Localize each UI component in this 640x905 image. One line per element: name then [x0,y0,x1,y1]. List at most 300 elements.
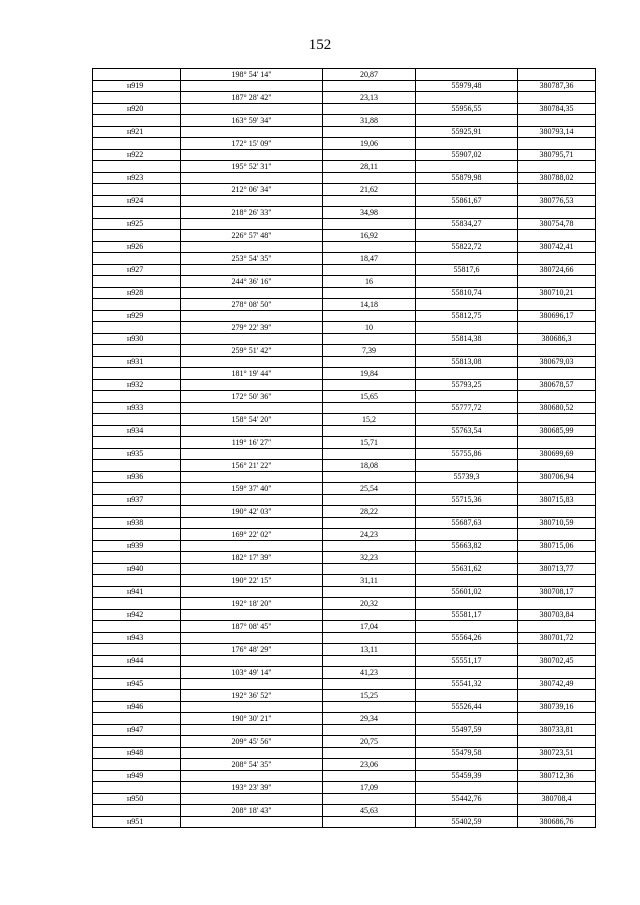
table-row [93,506,596,518]
distance-cell: 23,13 [323,92,416,104]
y-coordinate-cell: 380723,51 [518,747,596,759]
table-row [93,759,596,771]
distance-cell: 20,87 [323,69,416,81]
table-row [93,575,596,587]
y-coordinate-cell [518,575,596,587]
y-coordinate-cell [518,161,596,173]
point-name-cell: н942 [93,609,181,621]
direction-angle-cell [181,655,323,667]
y-coordinate-cell: 380724,66 [518,264,596,276]
point-name-cell: н929 [93,310,181,322]
distance-cell: 24,23 [323,529,416,541]
table-row [93,529,596,541]
point-name-cell [93,368,181,380]
distance-cell: 19,06 [323,138,416,150]
direction-angle-cell [181,494,323,506]
table-row [93,207,596,219]
direction-angle-cell [181,770,323,782]
table-row [93,471,596,483]
x-coordinate-cell: 55817,6 [416,264,518,276]
direction-angle-cell [181,540,323,552]
point-name-cell: н930 [93,333,181,345]
table-row [93,69,596,81]
table-row [93,80,596,92]
point-name-cell: н922 [93,149,181,161]
direction-angle-cell: 244° 36' 16" [181,276,323,288]
distance-cell [323,126,416,138]
distance-cell [323,195,416,207]
distance-cell: 25,54 [323,483,416,495]
distance-cell [323,701,416,713]
point-name-cell [93,92,181,104]
y-coordinate-cell [518,552,596,564]
direction-angle-cell [181,218,323,230]
y-coordinate-cell: 380686,3 [518,333,596,345]
x-coordinate-cell: 55822,72 [416,241,518,253]
x-coordinate-cell: 55814,38 [416,333,518,345]
y-coordinate-cell [518,736,596,748]
direction-angle-cell [181,609,323,621]
y-coordinate-cell [518,667,596,679]
table-row [93,115,596,127]
table-row [93,460,596,472]
x-coordinate-cell [416,667,518,679]
point-name-cell: н921 [93,126,181,138]
point-name-cell [93,759,181,771]
distance-cell [323,80,416,92]
distance-cell: 18,08 [323,460,416,472]
table-row [93,494,596,506]
table-row [93,724,596,736]
point-name-cell [93,506,181,518]
y-coordinate-cell: 380686,76 [518,816,596,828]
distance-cell: 15,2 [323,414,416,426]
x-coordinate-cell: 55442,76 [416,793,518,805]
x-coordinate-cell [416,115,518,127]
x-coordinate-cell [416,736,518,748]
distance-cell: 31,11 [323,575,416,587]
y-coordinate-cell [518,621,596,633]
point-name-cell [93,713,181,725]
y-coordinate-cell: 380679,03 [518,356,596,368]
table-row [93,793,596,805]
point-name-cell: н945 [93,678,181,690]
y-coordinate-cell: 380715,06 [518,540,596,552]
x-coordinate-cell [416,529,518,541]
point-name-cell [93,552,181,564]
x-coordinate-cell [416,92,518,104]
x-coordinate-cell: 55601,02 [416,586,518,598]
direction-angle-cell [181,241,323,253]
x-coordinate-cell [416,230,518,242]
x-coordinate-cell [416,184,518,196]
x-coordinate-cell [416,207,518,219]
point-name-cell: н951 [93,816,181,828]
table-row [93,391,596,403]
direction-angle-cell [181,103,323,115]
point-name-cell [93,207,181,219]
x-coordinate-cell [416,644,518,656]
distance-cell: 31,88 [323,115,416,127]
point-name-cell: н931 [93,356,181,368]
point-name-cell [93,322,181,334]
point-name-cell [93,69,181,81]
y-coordinate-cell: 380715,83 [518,494,596,506]
table-row [93,655,596,667]
point-name-cell [93,529,181,541]
point-name-cell [93,115,181,127]
x-coordinate-cell: 55687,63 [416,517,518,529]
x-coordinate-cell: 55581,17 [416,609,518,621]
point-name-cell: н948 [93,747,181,759]
x-coordinate-cell: 55459,39 [416,770,518,782]
x-coordinate-cell: 55879,98 [416,172,518,184]
distance-cell: 19,84 [323,368,416,380]
x-coordinate-cell [416,598,518,610]
point-name-cell: н926 [93,241,181,253]
x-coordinate-cell: 55979,48 [416,80,518,92]
point-name-cell [93,460,181,472]
direction-angle-cell [181,195,323,207]
y-coordinate-cell [518,345,596,357]
table-row [93,333,596,345]
x-coordinate-cell: 55777,72 [416,402,518,414]
x-coordinate-cell [416,345,518,357]
y-coordinate-cell: 380708,4 [518,793,596,805]
y-coordinate-cell [518,368,596,380]
direction-angle-cell [181,793,323,805]
y-coordinate-cell [518,276,596,288]
coordinates-table [92,68,596,828]
x-coordinate-cell: 55479,58 [416,747,518,759]
y-coordinate-cell [518,414,596,426]
y-coordinate-cell: 380787,36 [518,80,596,92]
x-coordinate-cell: 55925,91 [416,126,518,138]
direction-angle-cell [181,333,323,345]
table-row [93,184,596,196]
x-coordinate-cell [416,805,518,817]
direction-angle-cell: 278° 08' 50" [181,299,323,311]
point-name-cell [93,621,181,633]
y-coordinate-cell [518,322,596,334]
direction-angle-cell [181,379,323,391]
table-row [93,345,596,357]
y-coordinate-cell: 380733,81 [518,724,596,736]
distance-cell: 34,98 [323,207,416,219]
table-row [93,425,596,437]
distance-cell: 17,09 [323,782,416,794]
direction-angle-cell: 209° 45' 56" [181,736,323,748]
distance-cell: 16,92 [323,230,416,242]
direction-angle-cell: 198° 54' 14" [181,69,323,81]
y-coordinate-cell [518,644,596,656]
distance-cell: 16 [323,276,416,288]
direction-angle-cell [181,586,323,598]
distance-cell: 45,63 [323,805,416,817]
y-coordinate-cell: 380788,02 [518,172,596,184]
direction-angle-cell: 208° 18' 43" [181,805,323,817]
direction-angle-cell: 190° 22' 15" [181,575,323,587]
table-row [93,241,596,253]
direction-angle-cell [181,356,323,368]
table-row [93,126,596,138]
table-row [93,678,596,690]
table-row [93,161,596,173]
distance-cell [323,379,416,391]
x-coordinate-cell [416,391,518,403]
point-name-cell [93,161,181,173]
point-name-cell: н944 [93,655,181,667]
y-coordinate-cell [518,253,596,265]
point-name-cell [93,391,181,403]
distance-cell [323,655,416,667]
x-coordinate-cell [416,506,518,518]
point-name-cell [93,299,181,311]
y-coordinate-cell: 380742,49 [518,678,596,690]
table-row [93,552,596,564]
point-name-cell [93,598,181,610]
x-coordinate-cell: 55663,82 [416,540,518,552]
table-row [93,701,596,713]
distance-cell: 20,75 [323,736,416,748]
y-coordinate-cell: 380713,77 [518,563,596,575]
distance-cell: 28,11 [323,161,416,173]
x-coordinate-cell [416,368,518,380]
coordinates-table-body [93,69,596,828]
direction-angle-cell [181,471,323,483]
y-coordinate-cell: 380701,72 [518,632,596,644]
table-row [93,816,596,828]
distance-cell [323,793,416,805]
direction-angle-cell [181,517,323,529]
y-coordinate-cell [518,759,596,771]
table-row [93,736,596,748]
y-coordinate-cell: 380702,45 [518,655,596,667]
distance-cell [323,448,416,460]
point-name-cell: н946 [93,701,181,713]
direction-angle-cell: 169° 22' 02" [181,529,323,541]
table-row [93,103,596,115]
y-coordinate-cell: 380776,53 [518,195,596,207]
table-row [93,483,596,495]
distance-cell: 10 [323,322,416,334]
point-name-cell: н927 [93,264,181,276]
point-name-cell [93,230,181,242]
x-coordinate-cell: 55763,54 [416,425,518,437]
direction-angle-cell [181,816,323,828]
distance-cell [323,586,416,598]
direction-angle-cell: 103° 49' 14" [181,667,323,679]
distance-cell: 18,47 [323,253,416,265]
y-coordinate-cell: 380706,94 [518,471,596,483]
distance-cell: 41,23 [323,667,416,679]
y-coordinate-cell: 380708,17 [518,586,596,598]
y-coordinate-cell [518,460,596,472]
direction-angle-cell: 158° 54' 20" [181,414,323,426]
point-name-cell [93,736,181,748]
direction-angle-cell: 218° 26' 33" [181,207,323,219]
point-name-cell [93,253,181,265]
distance-cell: 15,25 [323,690,416,702]
direction-angle-cell: 193° 23' 39" [181,782,323,794]
direction-angle-cell: 163° 59' 34" [181,115,323,127]
y-coordinate-cell [518,529,596,541]
table-row [93,276,596,288]
point-name-cell: н923 [93,172,181,184]
direction-angle-cell: 195° 52' 31" [181,161,323,173]
point-name-cell [93,644,181,656]
direction-angle-cell: 192° 18' 20" [181,598,323,610]
y-coordinate-cell: 380680,52 [518,402,596,414]
direction-angle-cell: 176° 48' 29" [181,644,323,656]
distance-cell [323,103,416,115]
distance-cell [323,149,416,161]
x-coordinate-cell: 55715,36 [416,494,518,506]
point-name-cell [93,276,181,288]
y-coordinate-cell [518,138,596,150]
table-row [93,172,596,184]
direction-angle-cell: 172° 15' 09" [181,138,323,150]
direction-angle-cell [181,287,323,299]
point-name-cell: н936 [93,471,181,483]
y-coordinate-cell [518,391,596,403]
y-coordinate-cell [518,115,596,127]
table-row [93,356,596,368]
point-name-cell [93,345,181,357]
distance-cell [323,333,416,345]
distance-cell [323,632,416,644]
y-coordinate-cell: 380710,21 [518,287,596,299]
table-row [93,690,596,702]
point-name-cell: н933 [93,402,181,414]
direction-angle-cell [181,448,323,460]
table-row [93,782,596,794]
distance-cell [323,816,416,828]
x-coordinate-cell: 55739,3 [416,471,518,483]
y-coordinate-cell [518,598,596,610]
direction-angle-cell: 190° 30' 21" [181,713,323,725]
distance-cell [323,724,416,736]
direction-angle-cell: 187° 08' 45" [181,621,323,633]
direction-angle-cell: 253° 54' 35" [181,253,323,265]
distance-cell: 13,11 [323,644,416,656]
x-coordinate-cell [416,460,518,472]
y-coordinate-cell [518,437,596,449]
direction-angle-cell [181,425,323,437]
y-coordinate-cell [518,483,596,495]
table-row [93,368,596,380]
distance-cell [323,172,416,184]
distance-cell [323,218,416,230]
x-coordinate-cell [416,575,518,587]
direction-angle-cell: 279° 22' 39" [181,322,323,334]
table-row [93,713,596,725]
x-coordinate-cell [416,621,518,633]
table-row [93,517,596,529]
x-coordinate-cell [416,759,518,771]
x-coordinate-cell: 55793,25 [416,379,518,391]
point-name-cell [93,575,181,587]
table-row [93,322,596,334]
point-name-cell [93,805,181,817]
table-row [93,770,596,782]
distance-cell [323,609,416,621]
distance-cell [323,517,416,529]
distance-cell: 15,65 [323,391,416,403]
distance-cell [323,356,416,368]
x-coordinate-cell: 55813,08 [416,356,518,368]
table-row [93,414,596,426]
table-row [93,138,596,150]
x-coordinate-cell [416,322,518,334]
table-row [93,92,596,104]
direction-angle-cell: 159° 37' 40" [181,483,323,495]
point-name-cell: н920 [93,103,181,115]
point-name-cell: н941 [93,586,181,598]
distance-cell: 21,62 [323,184,416,196]
distance-cell [323,425,416,437]
x-coordinate-cell: 55861,67 [416,195,518,207]
direction-angle-cell: 187° 28' 42" [181,92,323,104]
direction-angle-cell [181,126,323,138]
table-row [93,299,596,311]
x-coordinate-cell: 55812,75 [416,310,518,322]
distance-cell [323,264,416,276]
x-coordinate-cell [416,69,518,81]
distance-cell: 14,18 [323,299,416,311]
point-name-cell: н935 [93,448,181,460]
y-coordinate-cell [518,230,596,242]
y-coordinate-cell: 380699,69 [518,448,596,460]
y-coordinate-cell: 380739,16 [518,701,596,713]
point-name-cell [93,138,181,150]
x-coordinate-cell [416,299,518,311]
point-name-cell: н947 [93,724,181,736]
table-row [93,667,596,679]
distance-cell: 28,22 [323,506,416,518]
y-coordinate-cell [518,299,596,311]
direction-angle-cell: 259° 51' 42" [181,345,323,357]
point-name-cell: н940 [93,563,181,575]
direction-angle-cell [181,747,323,759]
distance-cell: 20,32 [323,598,416,610]
point-name-cell [93,414,181,426]
table-row [93,747,596,759]
table-row [93,253,596,265]
direction-angle-cell: 208° 54' 35" [181,759,323,771]
x-coordinate-cell [416,138,518,150]
direction-angle-cell: 226° 57' 48" [181,230,323,242]
distance-cell [323,310,416,322]
table-row [93,805,596,817]
y-coordinate-cell: 380696,17 [518,310,596,322]
distance-cell: 15,71 [323,437,416,449]
y-coordinate-cell [518,184,596,196]
point-name-cell: н928 [93,287,181,299]
direction-angle-cell [181,172,323,184]
x-coordinate-cell: 55402,59 [416,816,518,828]
point-name-cell: н950 [93,793,181,805]
point-name-cell: н919 [93,80,181,92]
y-coordinate-cell: 380793,14 [518,126,596,138]
y-coordinate-cell [518,782,596,794]
x-coordinate-cell [416,552,518,564]
direction-angle-cell: 212° 06' 34" [181,184,323,196]
x-coordinate-cell: 55631,62 [416,563,518,575]
table-row [93,379,596,391]
direction-angle-cell: 192° 36' 52" [181,690,323,702]
distance-cell: 32,23 [323,552,416,564]
